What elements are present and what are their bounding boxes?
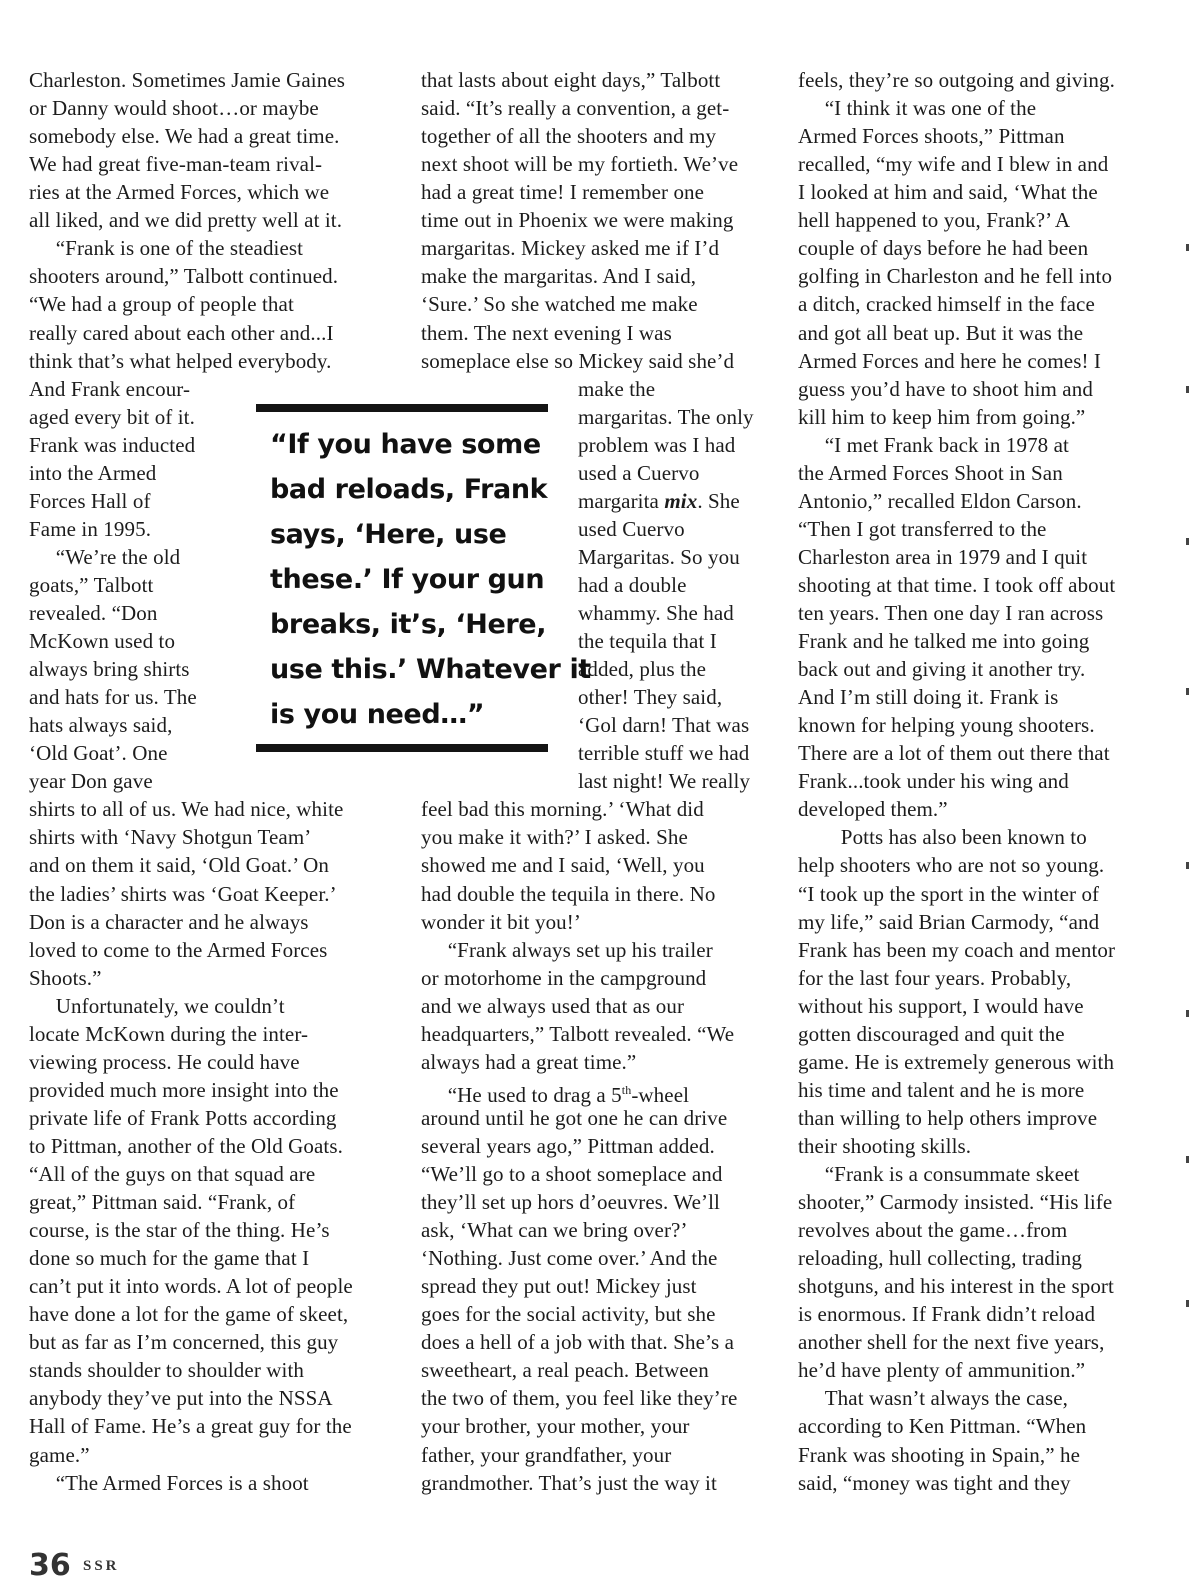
col1-line: We had great five-man-team rival- bbox=[29, 152, 323, 177]
col2-line: that lasts about eight days,” Talbott bbox=[421, 68, 721, 92]
col3-line: his time and talent and he is more bbox=[798, 1077, 1085, 1102]
col3-line: said, “money was tight and they bbox=[798, 1470, 1071, 1495]
col3-line: Armed Forces shoots,” Pittman bbox=[798, 124, 1065, 149]
pull-quote-line: is you need…” bbox=[270, 699, 485, 730]
col3-line: back out and giving it another try. bbox=[798, 657, 1086, 682]
col2-line: sweetheart, a real peach. Between bbox=[421, 1358, 709, 1383]
col1-line: Hall of Fame. He’s a great guy for the bbox=[29, 1414, 352, 1439]
col2-line: margaritas. Mickey asked me if I’d bbox=[421, 236, 720, 261]
pull-quote-line: these.’ If your gun bbox=[270, 564, 545, 595]
col3-line: and got all beat up. But it was the bbox=[798, 320, 1084, 345]
col1-line: Fame in 1995. bbox=[29, 516, 152, 541]
col1-line: year Don gave bbox=[29, 769, 153, 794]
col1-line: provided much more insight into the bbox=[29, 1077, 339, 1102]
col3-line: Charleston area in 1979 and I quit bbox=[798, 544, 1088, 569]
col3-line: without his support, I would have bbox=[798, 993, 1084, 1018]
col2-line: the tequila that I bbox=[578, 629, 717, 653]
col3-line: “Frank is a consummate skeet bbox=[798, 1162, 1080, 1186]
col3-line: the Armed Forces Shoot in San bbox=[798, 460, 1063, 485]
col2-line: ‘Sure.’ So she watched me make bbox=[421, 292, 698, 317]
page-number: 36 bbox=[29, 1548, 71, 1583]
col2-line: ask, ‘What can we bring over?’ bbox=[421, 1218, 688, 1242]
col3-line: shotguns, and his interest in the sport bbox=[798, 1274, 1114, 1299]
pull-quote-top-rule bbox=[256, 404, 548, 412]
col3-line: couple of days before he had been bbox=[798, 236, 1089, 261]
col3-line: he’d have plenty of ammunition.” bbox=[798, 1358, 1086, 1383]
pull-quote bbox=[270, 422, 591, 737]
col2-line: used a Cuervo bbox=[578, 460, 700, 485]
col2-line: goes for the social activity, but she bbox=[421, 1302, 716, 1327]
superscript-th: th bbox=[621, 1082, 632, 1097]
col2-line: make the margaritas. And I said, bbox=[421, 264, 697, 289]
col3-line: Frank has been my coach and mentor bbox=[798, 937, 1116, 962]
col2-line: and we always used that as our bbox=[421, 993, 685, 1018]
pull-quote-line: says, ‘Here, use bbox=[270, 519, 507, 550]
col1-line: all liked, and we did pretty well at it. bbox=[29, 208, 343, 233]
col1-line: shooters around,” Talbott continued. bbox=[29, 264, 339, 289]
col1-line: shirts to all of us. We had nice, white bbox=[29, 797, 344, 822]
col1-line: always bring shirts bbox=[29, 657, 190, 682]
edge-mark bbox=[1186, 688, 1189, 695]
col1-line: can’t put it into words. A lot of people bbox=[29, 1274, 353, 1299]
col3-line: help shooters who are not so young. bbox=[798, 853, 1105, 878]
col1-line: private life of Frank Potts according bbox=[29, 1105, 337, 1130]
col3-line: recalled, “my wife and I blew in and bbox=[798, 152, 1109, 177]
col1-line: “Frank is one of the steadiest bbox=[29, 236, 304, 261]
col2-line: feel bad this morning.’ ‘What did bbox=[421, 797, 704, 822]
col1-line: Unfortunately, we couldn’t bbox=[29, 993, 285, 1018]
col2-line: or motorhome in the campground bbox=[421, 965, 707, 990]
col2-line: make the bbox=[578, 376, 656, 401]
col2-line: several years ago,” Pittman added. bbox=[421, 1133, 715, 1158]
col1-line: “We’re the old bbox=[29, 544, 181, 569]
col3-line: I looked at him and said, ‘What the bbox=[798, 180, 1098, 205]
col2-line: had a great time! I remember one bbox=[421, 180, 705, 205]
col3-line: game. He is extremely generous with bbox=[798, 1049, 1115, 1074]
col2-line: someplace else so Mickey said she’d bbox=[421, 348, 735, 373]
col3-line: “I met Frank back in 1978 at bbox=[798, 432, 1069, 457]
edge-mark bbox=[1186, 1156, 1189, 1163]
col3-line: my life,” said Brian Carmody, “and bbox=[798, 909, 1100, 934]
col1-line: goats,” Talbott bbox=[29, 572, 154, 597]
col3-line: revolves about the game…from bbox=[798, 1218, 1068, 1242]
col3-line: is enormous. If Frank didn’t reload bbox=[798, 1302, 1096, 1327]
col2-line: whammy. She had bbox=[578, 601, 734, 625]
col1-line: “All of the guys on that squad are bbox=[29, 1162, 316, 1186]
col1-line: think that’s what helped everybody. bbox=[29, 348, 332, 373]
col2-line: they’ll set up hors d’oeuvres. We’ll bbox=[421, 1190, 720, 1214]
pull-quote-line: “If you have some bbox=[270, 429, 541, 460]
col1-line: ‘Old Goat’. One bbox=[29, 741, 168, 766]
col1-line: Don is a character and he always bbox=[29, 909, 309, 934]
col2-line: showed me and I said, ‘Well, you bbox=[421, 853, 705, 878]
col2-line: said. “It’s really a convention, a get- bbox=[421, 96, 730, 120]
col3-line: for the last four years. Probably, bbox=[798, 965, 1072, 990]
col3-line: Antonio,” recalled Eldon Carson. bbox=[798, 488, 1082, 513]
col3-line: according to Ken Pittman. “When bbox=[798, 1414, 1087, 1439]
col2-line: “We’ll go to a shoot someplace and bbox=[421, 1162, 723, 1186]
col1-line: have done a lot for the game of skeet, bbox=[29, 1302, 349, 1327]
col1-line: stands shoulder to shoulder with bbox=[29, 1358, 305, 1383]
col3-line: “I took up the sport in the winter of bbox=[798, 881, 1100, 906]
pull-quote-line: breaks, it’s, ‘Here, bbox=[270, 609, 547, 640]
col1-line: game.” bbox=[29, 1442, 90, 1467]
col3-line: There are a lot of them out there that bbox=[798, 741, 1110, 766]
pull-quote-bottom-rule bbox=[256, 744, 548, 752]
col2-line: ‘Nothing. Just come over.’ And the bbox=[421, 1246, 718, 1271]
col1-line: and on them it said, ‘Old Goat.’ On bbox=[29, 853, 329, 878]
col2-line: used Cuervo bbox=[578, 516, 685, 541]
col3-line: kill him to keep him from going.” bbox=[798, 404, 1086, 429]
magazine-name: SSR bbox=[83, 1558, 120, 1574]
col3-line: hell happened to you, Frank?’ A bbox=[798, 208, 1071, 233]
col1-line: loved to come to the Armed Forces bbox=[29, 937, 328, 962]
col1-line: into the Armed bbox=[29, 460, 157, 485]
col1-line: aged every bit of it. bbox=[29, 404, 195, 429]
col1-line: somebody else. We had a great time. bbox=[29, 124, 340, 149]
edge-mark bbox=[1186, 538, 1189, 545]
col2-line: other! They said, bbox=[578, 685, 723, 710]
col2-line: them. The next evening I was bbox=[421, 320, 672, 345]
col2-line: together of all the shooters and my bbox=[421, 124, 717, 149]
col3-line: another shell for the next five years, bbox=[798, 1330, 1105, 1355]
col1-line: Frank was inducted bbox=[29, 432, 196, 457]
col1-line: “We had a group of people that bbox=[29, 292, 294, 317]
col2-line: spread they put out! Mickey just bbox=[421, 1274, 697, 1299]
col1-line: really cared about each other and...I bbox=[29, 320, 334, 345]
col3-line: golfing in Charleston and he fell into bbox=[798, 264, 1113, 289]
pull-quote-line: use this.’ Whatever it bbox=[270, 654, 591, 685]
col3-line: guess you’d have to shoot him and bbox=[798, 376, 1093, 401]
edge-mark bbox=[1186, 244, 1189, 251]
col1-line: hats always said, bbox=[29, 713, 173, 738]
col1-line: ries at the Armed Forces, which we bbox=[29, 180, 330, 205]
col3-line: ten years. Then one day I ran across bbox=[798, 601, 1104, 625]
col3-line: known for helping young shooters. bbox=[798, 713, 1095, 738]
col2-line: added, plus the bbox=[578, 657, 707, 682]
col1-line: “The Armed Forces is a shoot bbox=[29, 1470, 309, 1495]
col2-line: next shoot will be my fortieth. We’ve bbox=[421, 152, 739, 177]
col2-line: the two of them, you feel like they’re bbox=[421, 1386, 738, 1411]
col2-line: around until he got one he can drive bbox=[421, 1105, 728, 1130]
col2-line: had double the tequila in there. No bbox=[421, 881, 716, 906]
col1-line: McKown used to bbox=[29, 629, 176, 653]
col3-line: reloading, hull collecting, trading bbox=[798, 1246, 1083, 1271]
col1-line: but as far as I’m concerned, this guy bbox=[29, 1330, 339, 1355]
col3-line: feels, they’re so outgoing and giving. bbox=[798, 68, 1115, 92]
col3-line: That wasn’t always the case, bbox=[798, 1386, 1068, 1411]
col2-line: “He used to drag a 5th-wheel bbox=[421, 1082, 690, 1107]
edge-mark bbox=[1186, 386, 1189, 393]
col3-line: Frank and he talked me into going bbox=[798, 629, 1090, 653]
col3-line: their shooting skills. bbox=[798, 1133, 972, 1158]
edge-mark bbox=[1186, 1300, 1189, 1307]
col2-line: ‘Gol darn! That was bbox=[578, 713, 750, 738]
col1-line: shirts with ‘Navy Shotgun Team’ bbox=[29, 825, 312, 850]
col2-line: you make it with?’ I asked. She bbox=[421, 825, 688, 850]
emphasis-mix: mix bbox=[658, 488, 698, 513]
col1-line: viewing process. He could have bbox=[29, 1049, 300, 1074]
col1-line: to Pittman, another of the Old Goats. bbox=[29, 1133, 343, 1158]
col3-line: gotten discouraged and quit the bbox=[798, 1021, 1065, 1046]
col2-line: last night! We really bbox=[578, 769, 751, 794]
col2-line: time out in Phoenix we were making bbox=[421, 208, 734, 233]
col2-line: terrible stuff we had bbox=[578, 741, 750, 766]
col3-line: shooter,” Carmody insisted. “His life bbox=[798, 1190, 1113, 1214]
col2-line: “Frank always set up his trailer bbox=[421, 937, 713, 962]
col2-line: margaritas. The only bbox=[578, 404, 754, 429]
col3-line: “I think it was one of the bbox=[798, 96, 1037, 120]
col2-line: problem was I had bbox=[578, 432, 736, 457]
col2-line: grandmother. That’s just the way it bbox=[421, 1470, 717, 1495]
col3-line: “Then I got transferred to the bbox=[798, 516, 1047, 541]
col2-line: had a double bbox=[578, 572, 687, 597]
edge-mark bbox=[1186, 1010, 1189, 1017]
col1-line: and hats for us. The bbox=[29, 685, 197, 710]
col1-line: done so much for the game that I bbox=[29, 1246, 310, 1271]
col1-line: course, is the star of the thing. He’s bbox=[29, 1218, 330, 1242]
col3-line: than willing to help others improve bbox=[798, 1105, 1098, 1130]
col3-line: Armed Forces and here he comes! I bbox=[798, 348, 1102, 373]
col2-line: margarita mix. She bbox=[578, 488, 740, 513]
col1-line: anybody they’ve put into the NSSA bbox=[29, 1386, 333, 1411]
col1-line: Charleston. Sometimes Jamie Gaines bbox=[29, 68, 346, 92]
col1-line: revealed. “Don bbox=[29, 601, 158, 625]
col1-line: the ladies’ shirts was ‘Goat Keeper.’ bbox=[29, 881, 337, 906]
pull-quote-line: bad reloads, Frank bbox=[270, 474, 548, 505]
col2-line: headquarters,” Talbott revealed. “We bbox=[421, 1021, 735, 1046]
col2-line: father, your grandfather, your bbox=[421, 1442, 672, 1467]
col3-line: Frank...took under his wing and bbox=[798, 769, 1069, 794]
col3-line: a ditch, cracked himself in the face bbox=[798, 292, 1095, 317]
col1-line: Shoots.” bbox=[29, 965, 102, 990]
col1-line: Forces Hall of bbox=[29, 488, 151, 513]
edge-mark bbox=[1186, 862, 1189, 869]
col1-line: or Danny would shoot…or maybe bbox=[29, 96, 319, 120]
col1-line: And Frank encour- bbox=[29, 376, 191, 401]
col2-line: always had a great time.” bbox=[421, 1049, 637, 1074]
col3-line: shooting at that time. I took off about bbox=[798, 572, 1116, 597]
col2-line: Margaritas. So you bbox=[578, 544, 740, 569]
col2-line: your brother, your mother, your bbox=[421, 1414, 690, 1439]
col3-line: Potts has also been known to bbox=[798, 825, 1087, 850]
col2-line: wonder it bit you!’ bbox=[421, 909, 581, 934]
col1-line: great,” Pittman said. “Frank, of bbox=[29, 1190, 296, 1214]
col2-line: does a hell of a job with that. She’s a bbox=[421, 1330, 735, 1355]
col1-line: locate McKown during the inter- bbox=[29, 1021, 309, 1046]
col3-line: Frank was shooting in Spain,” he bbox=[798, 1442, 1081, 1467]
col3-line: developed them.” bbox=[798, 797, 948, 822]
col3-line: And I’m still doing it. Frank is bbox=[798, 685, 1059, 710]
